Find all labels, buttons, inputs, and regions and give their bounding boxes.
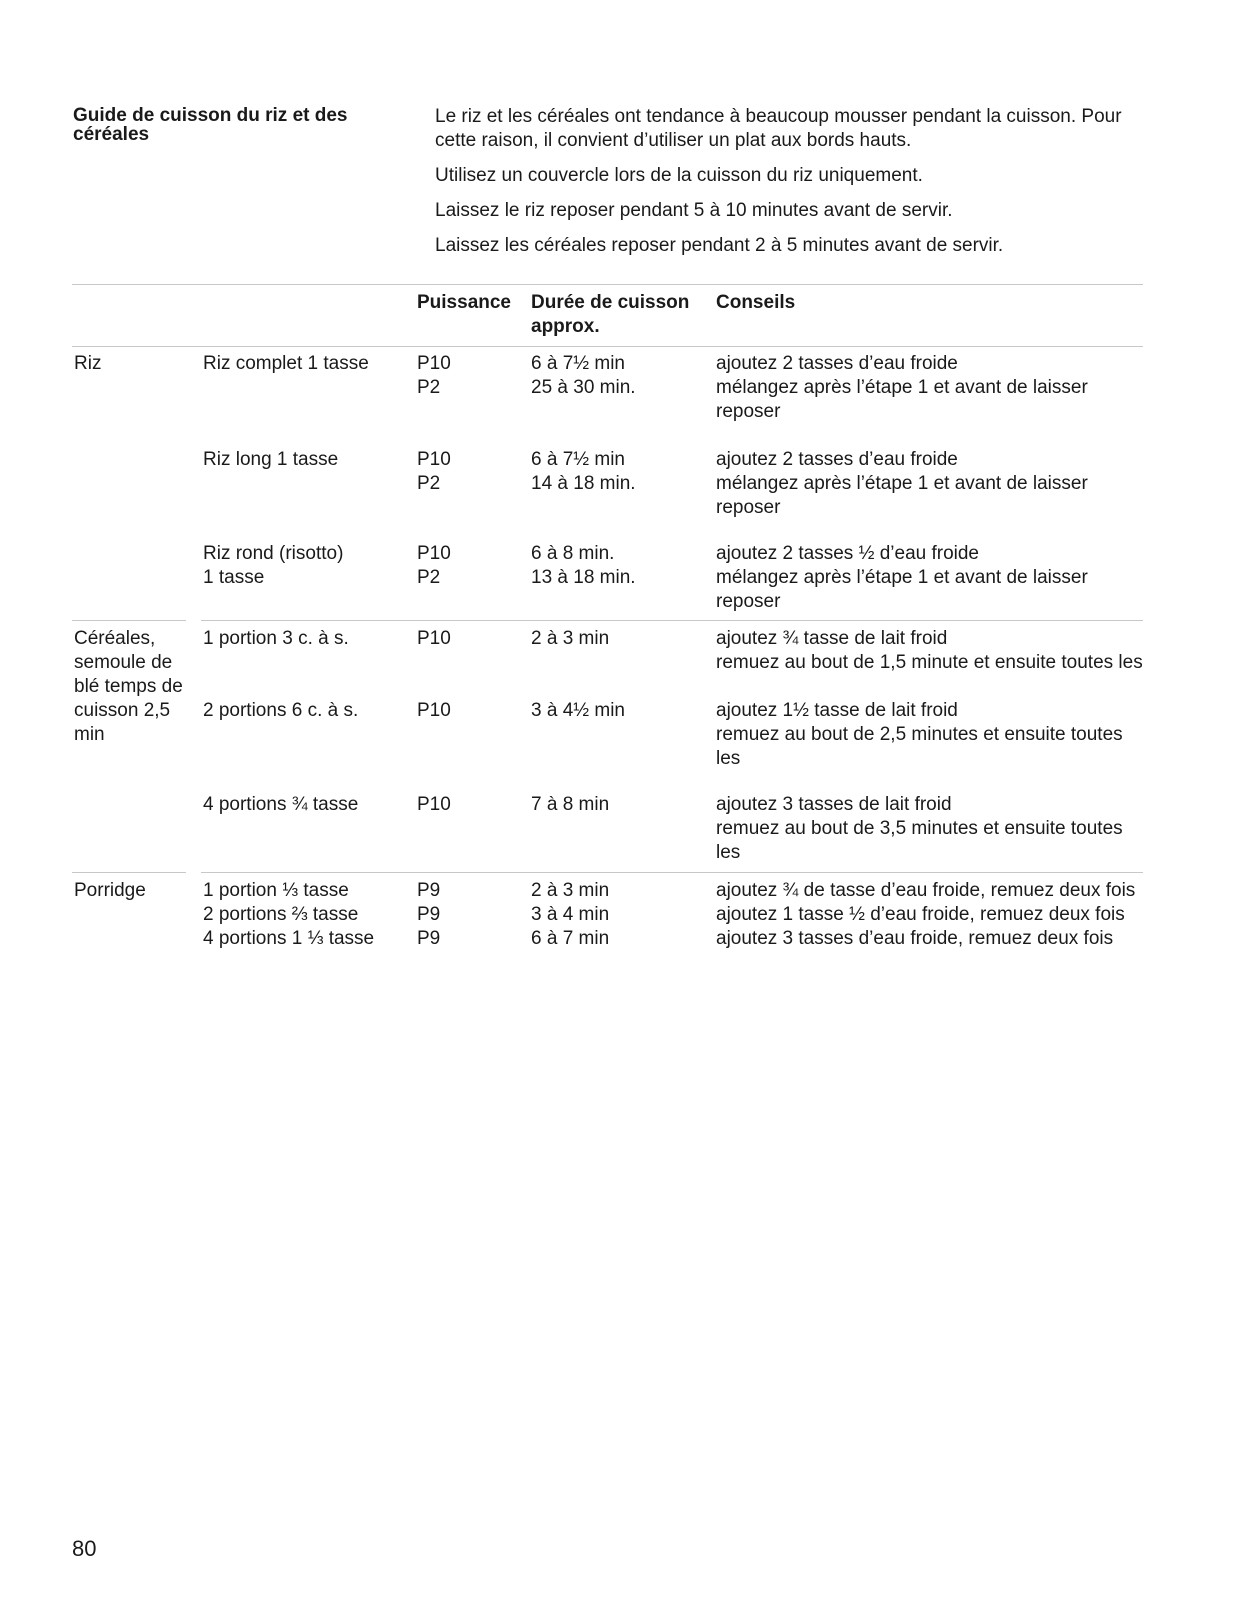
table-top-rule xyxy=(72,284,1143,285)
row-time: 6 à 8 min. 13 à 18 min. xyxy=(531,543,636,588)
intro-paragraph: Le riz et les céréales ont tendance à beaucoup mousser pendant la cuisson. Pour cette raison, il convient d’utiliser un plat aux bords hauts. xyxy=(435,106,1122,151)
row-item: 1 portion ⅓ tasse 2 portions ⅔ tasse 4 portions 1 ⅓ tasse xyxy=(203,880,375,949)
row-power: P10 P2 xyxy=(417,353,451,398)
row-tips: ajoutez 3 tasses de lait froid remuez au bout de 3,5 minutes et ensuite toutes les xyxy=(716,794,1123,863)
row-tips: ajoutez 2 tasses ½ d’eau froide mélangez après l’étape 1 et avant de laisser reposer xyxy=(716,543,1088,612)
row-power: P10 P2 xyxy=(417,449,451,494)
row-power: P10 xyxy=(417,628,451,649)
row-time: 6 à 7½ min 14 à 18 min. xyxy=(531,449,636,494)
group-label: Céréales, semoule de blé temps de cuisson 2,5 min xyxy=(74,628,183,745)
row-power: P10 xyxy=(417,700,451,721)
row-time: 6 à 7½ min 25 à 30 min. xyxy=(531,353,636,398)
intro-text xyxy=(435,105,1160,269)
group-divider-rule xyxy=(201,872,1143,873)
row-time: 7 à 8 min xyxy=(531,794,610,815)
group-divider-rule xyxy=(201,620,1143,621)
group-label: Riz xyxy=(74,353,102,374)
header-power: Puissance xyxy=(417,292,511,313)
row-time: 3 à 4½ min xyxy=(531,700,625,721)
group-divider-rule xyxy=(72,872,186,873)
header-tips: Conseils xyxy=(716,292,796,313)
row-power: P10 P2 xyxy=(417,543,451,588)
row-item: Riz complet 1 tasse xyxy=(203,353,369,374)
intro-paragraph: Utilisez un couvercle lors de la cuisson du riz uniquement. xyxy=(435,165,923,186)
header-rule xyxy=(72,346,1143,347)
row-item: 4 portions ¾ tasse xyxy=(203,794,359,815)
group-divider-rule xyxy=(72,620,186,621)
row-tips: ajoutez 1½ tasse de lait froid remuez au bout de 2,5 minutes et ensuite toutes les xyxy=(716,700,1123,769)
row-item: Riz rond (risotto) 1 tasse xyxy=(203,543,344,588)
row-tips: ajoutez 2 tasses d’eau froide mélangez après l’étape 1 et avant de laisser reposer xyxy=(716,449,1088,518)
group-label: Porridge xyxy=(74,880,146,901)
row-tips: ajoutez ¾ tasse de lait froid remuez au bout de 1,5 minute et ensuite toutes les xyxy=(716,628,1143,673)
row-power: P9 P9 P9 xyxy=(417,880,441,949)
intro-paragraph: Laissez le riz reposer pendant 5 à 10 minutes avant de servir. xyxy=(435,200,953,221)
row-item: 2 portions 6 c. à s. xyxy=(203,700,359,721)
row-time: 2 à 3 min xyxy=(531,628,610,649)
page-number: 80 xyxy=(72,1536,97,1561)
row-item: 1 portion 3 c. à s. xyxy=(203,628,349,649)
intro-paragraph: Laissez les céréales reposer pendant 2 à 5 minutes avant de servir. xyxy=(435,235,1004,256)
header-time: Durée de cuisson approx. xyxy=(531,292,690,337)
row-power: P10 xyxy=(417,794,451,815)
row-tips: ajoutez ¾ de tasse d’eau froide, remuez deux fois ajoutez 1 tasse ½ d’eau froide, remuez deux fois ajoutez 3 tasses d’eau froide, remuez deux fois xyxy=(716,880,1136,949)
row-item: Riz long 1 tasse xyxy=(203,449,339,470)
row-tips: ajoutez 2 tasses d’eau froide mélangez après l’étape 1 et avant de laisser reposer xyxy=(716,353,1088,422)
row-time: 2 à 3 min 3 à 4 min 6 à 7 min xyxy=(531,880,610,949)
section-title: Guide de cuisson du riz et des céréales xyxy=(73,105,348,145)
